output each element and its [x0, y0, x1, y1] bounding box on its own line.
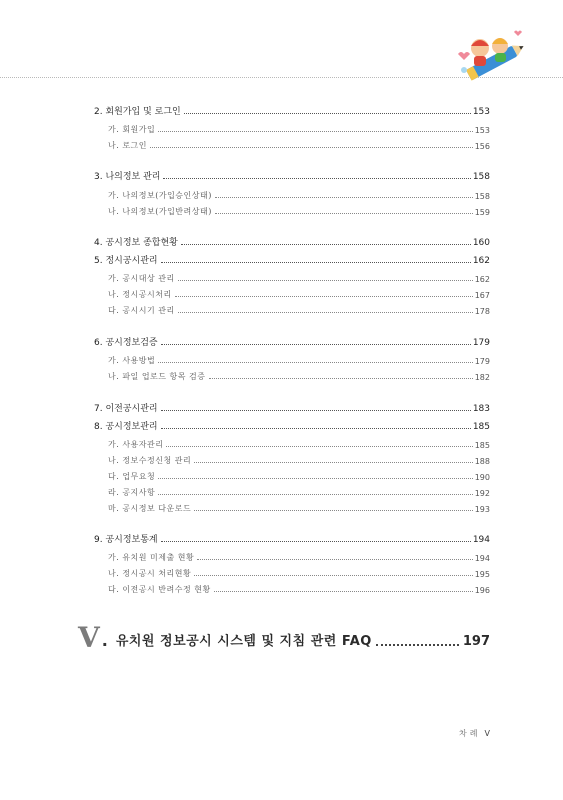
toc-entry[interactable]	[94, 104, 490, 117]
toc-subentry[interactable]	[108, 124, 490, 135]
toc-entry-title: 9. 공시정보통계	[94, 535, 158, 545]
toc-entry[interactable]	[94, 253, 490, 266]
toc-subentry-page: 182	[474, 373, 490, 382]
dot-leader	[215, 213, 473, 214]
toc-subentry-title: 마. 공시정보 다운로드	[108, 504, 192, 513]
toc-entry-title: 6. 공시정보검증	[94, 338, 158, 348]
dot-leader	[161, 541, 471, 542]
toc-subentry-title: 나. 나의정보(가입반려상태)	[108, 207, 212, 216]
toc-entry[interactable]	[94, 169, 490, 182]
toc-subentry-title: 가. 공시대상 관리	[108, 274, 175, 283]
toc-entry-title: 8. 공시정보관리	[94, 422, 158, 432]
dot-leader	[161, 344, 471, 345]
toc-subentry-title: 라. 공지사항	[108, 488, 156, 497]
dot-leader	[161, 262, 471, 263]
page-footer	[440, 728, 490, 739]
dot-leader	[214, 591, 473, 592]
toc-subentry-page: 153	[474, 126, 490, 135]
toc-entry-title: 3. 나의정보 관리	[94, 172, 161, 182]
dot-leader	[158, 478, 472, 479]
chapter-entry[interactable]	[78, 621, 490, 654]
toc-subentry[interactable]	[108, 471, 490, 482]
toc-subentry-title: 나. 정시공시처리	[108, 290, 172, 299]
toc-subentry-page: 194	[474, 554, 490, 563]
toc-subentry[interactable]	[108, 273, 490, 284]
toc-subentry-page: 192	[474, 489, 490, 498]
dot-leader	[376, 644, 459, 646]
toc-subentry[interactable]	[108, 552, 490, 563]
toc-subentry[interactable]	[108, 305, 490, 316]
toc-subentry-page: 188	[474, 457, 490, 466]
toc-subentry-page: 193	[474, 505, 490, 514]
toc-subentry-page: 162	[474, 275, 490, 284]
dot-leader	[215, 197, 473, 198]
toc-entry[interactable]	[94, 335, 490, 348]
dot-leader	[161, 410, 471, 411]
toc-entry-page: 194	[472, 535, 490, 545]
toc-subentry[interactable]	[108, 371, 490, 382]
dot-leader	[166, 446, 472, 447]
toc-subentry-title: 가. 유치원 미제출 현황	[108, 553, 195, 562]
dot-leader	[158, 362, 472, 363]
toc-entry-page: 158	[472, 172, 490, 182]
dot-leader	[150, 147, 473, 148]
toc-subentry[interactable]	[108, 190, 490, 201]
dot-leader	[175, 296, 473, 297]
toc-subentry-title: 나. 로그인	[108, 141, 147, 150]
toc-entry[interactable]	[94, 401, 490, 414]
toc-entry-page: 160	[472, 238, 490, 248]
toc-subentry-title: 다. 공시시기 관리	[108, 306, 175, 315]
toc-entry-title: 7. 이전공시관리	[94, 404, 158, 414]
dot-leader	[194, 575, 473, 576]
toc-subentry-page: 195	[474, 570, 490, 579]
toc-entry[interactable]	[94, 419, 490, 432]
toc-subentry-page: 156	[474, 142, 490, 151]
dot-leader	[163, 178, 470, 179]
toc-subentry-page: 159	[474, 208, 490, 217]
toc-subentry-page: 178	[474, 307, 490, 316]
toc-subentry[interactable]	[108, 455, 490, 466]
toc-subentry-title: 다. 업무요청	[108, 472, 156, 481]
dot-leader	[178, 312, 473, 313]
toc-subentry-page: 196	[474, 586, 490, 595]
toc-entry-page: 183	[472, 404, 490, 414]
chapter-page: 197	[462, 634, 490, 649]
toc-entry-page: 153	[472, 107, 490, 117]
footer-label: 차례	[459, 729, 481, 738]
dot-leader	[184, 113, 471, 114]
toc-subentry-title: 나. 정보수정신청 관리	[108, 456, 192, 465]
toc-subentry-page: 158	[474, 192, 490, 201]
toc-entry-title: 2. 회원가입 및 로그인	[94, 107, 181, 117]
toc-subentry-title: 가. 사용방법	[108, 356, 156, 365]
toc-subentry[interactable]	[108, 439, 490, 450]
mascot-children-pencil-illustration	[452, 24, 528, 90]
toc-subentry[interactable]	[108, 584, 490, 595]
toc-subentry-title: 나. 정시공시 처리현황	[108, 569, 192, 578]
toc-subentry-page: 179	[474, 357, 490, 366]
toc-subentry[interactable]	[108, 289, 490, 300]
toc-subentry-title: 가. 회원가입	[108, 125, 156, 134]
toc-subentry[interactable]	[108, 206, 490, 217]
toc-entry-title: 4. 공시정보 종합현황	[94, 238, 178, 248]
toc-subentry[interactable]	[108, 140, 490, 151]
chapter-numeral: V	[78, 621, 100, 654]
toc-entry[interactable]	[94, 532, 490, 545]
dot-leader	[209, 378, 473, 379]
toc-entry-page: 162	[472, 256, 490, 266]
toc-subentry-title: 가. 사용자관리	[108, 440, 164, 449]
dot-leader	[158, 494, 472, 495]
toc-entry-page: 179	[472, 338, 490, 348]
toc-subentry-title: 나. 파일 업로드 항목 검증	[108, 372, 206, 381]
dot-leader	[161, 428, 471, 429]
dot-leader	[158, 131, 472, 132]
chapter-title: 유치원 정보공시 시스템 및 지침 관련 FAQ	[115, 634, 372, 649]
toc-subentry[interactable]	[108, 487, 490, 498]
toc-subentry-page: 190	[474, 473, 490, 482]
dot-leader	[178, 280, 473, 281]
toc-subentry-title: 다. 이전공시 반려수정 현황	[108, 585, 211, 594]
toc-entry-title: 5. 정시공시관리	[94, 256, 158, 266]
toc-subentry-title: 가. 나의정보(가입승인상태)	[108, 191, 212, 200]
toc-subentry-page: 167	[474, 291, 490, 300]
dot-leader	[181, 244, 471, 245]
toc-subentry[interactable]	[108, 568, 490, 579]
footer-page-number: V	[484, 729, 490, 738]
chapter-numeral-period: .	[101, 631, 108, 650]
dot-leader	[197, 559, 472, 560]
toc-entry-page: 185	[472, 422, 490, 432]
toc-subentry[interactable]	[108, 503, 490, 514]
toc-subentry-page: 185	[474, 441, 490, 450]
toc-subentry[interactable]	[108, 355, 490, 366]
dot-leader	[194, 462, 473, 463]
dot-leader	[194, 510, 473, 511]
toc-entry[interactable]	[94, 235, 490, 248]
